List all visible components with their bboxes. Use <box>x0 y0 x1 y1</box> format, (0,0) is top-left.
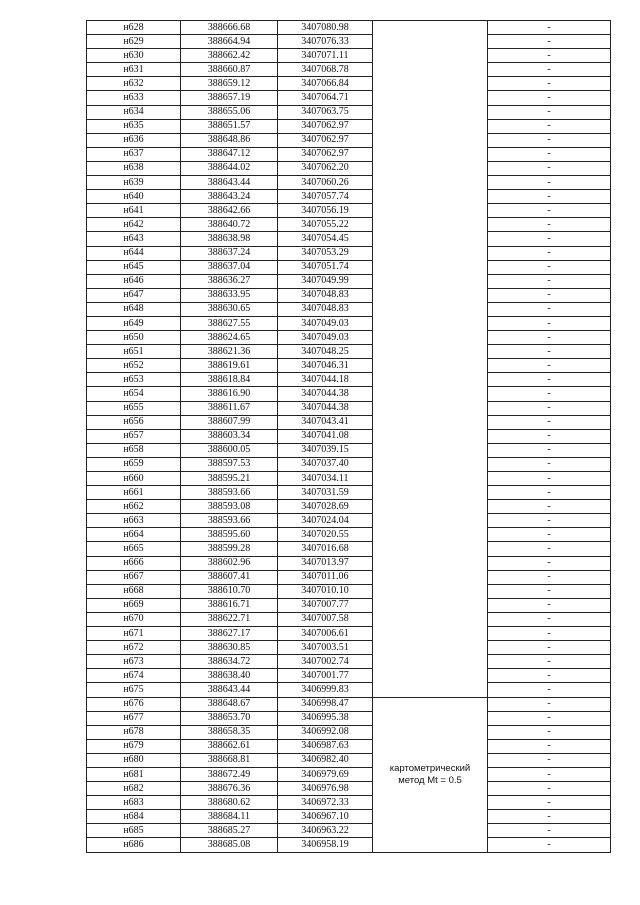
description-cell: - <box>488 584 611 598</box>
y-coordinate-cell: 3406967.10 <box>278 810 373 824</box>
x-coordinate-cell: 388653.70 <box>181 711 278 725</box>
table-row <box>87 77 611 91</box>
y-coordinate-cell: 3407049.03 <box>278 316 373 330</box>
x-coordinate-cell: 388595.21 <box>181 472 278 486</box>
y-coordinate-cell: 3407049.03 <box>278 331 373 345</box>
point-id-cell: н656 <box>87 415 181 429</box>
description-cell: - <box>488 443 611 457</box>
x-coordinate-cell: 388616.90 <box>181 387 278 401</box>
point-id-cell: н674 <box>87 669 181 683</box>
point-id-cell: н637 <box>87 147 181 161</box>
x-coordinate-cell: 388643.24 <box>181 190 278 204</box>
description-cell: - <box>488 302 611 316</box>
x-coordinate-cell: 388666.68 <box>181 21 278 35</box>
x-coordinate-cell: 388627.55 <box>181 316 278 330</box>
x-coordinate-cell: 388624.65 <box>181 331 278 345</box>
point-id-cell: н658 <box>87 443 181 457</box>
point-id-cell: н641 <box>87 204 181 218</box>
description-cell: - <box>488 21 611 35</box>
x-coordinate-cell: 388593.08 <box>181 500 278 514</box>
point-id-cell: н670 <box>87 612 181 626</box>
point-id-cell: н645 <box>87 260 181 274</box>
description-cell: - <box>488 77 611 91</box>
point-id-cell: н680 <box>87 753 181 767</box>
x-coordinate-cell: 388637.04 <box>181 260 278 274</box>
x-coordinate-cell: 388660.87 <box>181 63 278 77</box>
table-row <box>87 415 611 429</box>
point-id-cell: н634 <box>87 105 181 119</box>
x-coordinate-cell: 388672.49 <box>181 767 278 781</box>
description-cell: - <box>488 176 611 190</box>
description-cell: - <box>488 401 611 415</box>
description-cell: - <box>488 683 611 697</box>
x-coordinate-cell: 388685.08 <box>181 838 278 852</box>
point-id-cell: н654 <box>87 387 181 401</box>
x-coordinate-cell: 388643.44 <box>181 683 278 697</box>
table-row <box>87 401 611 415</box>
y-coordinate-cell: 3407048.83 <box>278 288 373 302</box>
x-coordinate-cell: 388644.02 <box>181 161 278 175</box>
y-coordinate-cell: 3407057.74 <box>278 190 373 204</box>
table-row <box>87 429 611 443</box>
x-coordinate-cell: 388680.62 <box>181 796 278 810</box>
table-row <box>87 767 611 781</box>
y-coordinate-cell: 3407041.08 <box>278 429 373 443</box>
point-id-cell: н652 <box>87 359 181 373</box>
y-coordinate-cell: 3407011.06 <box>278 570 373 584</box>
description-cell: - <box>488 190 611 204</box>
table-row <box>87 359 611 373</box>
description-cell: - <box>488 570 611 584</box>
x-coordinate-cell: 388657.19 <box>181 91 278 105</box>
x-coordinate-cell: 388642.66 <box>181 204 278 218</box>
description-cell: - <box>488 627 611 641</box>
x-coordinate-cell: 388602.96 <box>181 556 278 570</box>
description-cell: - <box>488 105 611 119</box>
x-coordinate-cell: 388619.61 <box>181 359 278 373</box>
point-id-cell: н678 <box>87 725 181 739</box>
table-row <box>87 147 611 161</box>
x-coordinate-cell: 388630.65 <box>181 302 278 316</box>
description-cell: - <box>488 204 611 218</box>
x-coordinate-cell: 388640.72 <box>181 218 278 232</box>
description-cell: - <box>488 161 611 175</box>
x-coordinate-cell: 388607.99 <box>181 415 278 429</box>
y-coordinate-cell: 3407055.22 <box>278 218 373 232</box>
table-row <box>87 133 611 147</box>
point-id-cell: н685 <box>87 824 181 838</box>
y-coordinate-cell: 3407071.11 <box>278 49 373 63</box>
table-row <box>87 683 611 697</box>
x-coordinate-cell: 388610.70 <box>181 584 278 598</box>
table-row <box>87 316 611 330</box>
y-coordinate-cell: 3407044.38 <box>278 387 373 401</box>
description-cell: - <box>488 810 611 824</box>
y-coordinate-cell: 3407049.99 <box>278 274 373 288</box>
y-coordinate-cell: 3407048.25 <box>278 345 373 359</box>
point-id-cell: н673 <box>87 655 181 669</box>
description-cell: - <box>488 331 611 345</box>
point-id-cell: н663 <box>87 514 181 528</box>
description-cell: - <box>488 796 611 810</box>
x-coordinate-cell: 388597.53 <box>181 457 278 471</box>
x-coordinate-cell: 388685.27 <box>181 824 278 838</box>
table-row <box>87 739 611 753</box>
description-cell: - <box>488 373 611 387</box>
table-row <box>87 161 611 175</box>
x-coordinate-cell: 388607.41 <box>181 570 278 584</box>
point-id-cell: н666 <box>87 556 181 570</box>
description-cell: - <box>488 218 611 232</box>
point-id-cell: н677 <box>87 711 181 725</box>
table-row <box>87 570 611 584</box>
x-coordinate-cell: 388633.95 <box>181 288 278 302</box>
description-cell: - <box>488 288 611 302</box>
y-coordinate-cell: 3407013.97 <box>278 556 373 570</box>
point-id-cell: н651 <box>87 345 181 359</box>
table-row <box>87 373 611 387</box>
description-cell: - <box>488 739 611 753</box>
table-row <box>87 472 611 486</box>
table-row <box>87 274 611 288</box>
table-row <box>87 711 611 725</box>
table-row <box>87 218 611 232</box>
point-id-cell: н686 <box>87 838 181 852</box>
x-coordinate-cell: 388611.67 <box>181 401 278 415</box>
table-row <box>87 288 611 302</box>
table-row <box>87 725 611 739</box>
point-id-cell: н676 <box>87 697 181 711</box>
y-coordinate-cell: 3406958.19 <box>278 838 373 852</box>
y-coordinate-cell: 3407043.41 <box>278 415 373 429</box>
description-cell: - <box>488 556 611 570</box>
point-id-cell: н632 <box>87 77 181 91</box>
point-id-cell: н668 <box>87 584 181 598</box>
y-coordinate-cell: 3407062.97 <box>278 119 373 133</box>
y-coordinate-cell: 3407048.83 <box>278 302 373 316</box>
description-cell: - <box>488 725 611 739</box>
point-id-cell: н671 <box>87 627 181 641</box>
description-cell: - <box>488 91 611 105</box>
point-id-cell: н647 <box>87 288 181 302</box>
x-coordinate-cell: 388662.61 <box>181 739 278 753</box>
description-cell: - <box>488 133 611 147</box>
description-cell: - <box>488 697 611 711</box>
description-cell: - <box>488 838 611 852</box>
description-cell: - <box>488 514 611 528</box>
y-coordinate-cell: 3407003.51 <box>278 641 373 655</box>
point-id-cell: н635 <box>87 119 181 133</box>
description-cell: - <box>488 246 611 260</box>
point-id-cell: н664 <box>87 528 181 542</box>
y-coordinate-cell: 3407002.74 <box>278 655 373 669</box>
point-id-cell: н631 <box>87 63 181 77</box>
table-row <box>87 753 611 767</box>
table-row <box>87 556 611 570</box>
y-coordinate-cell: 3407044.18 <box>278 373 373 387</box>
table-row <box>87 796 611 810</box>
description-cell: - <box>488 35 611 49</box>
point-id-cell: н683 <box>87 796 181 810</box>
table-row <box>87 612 611 626</box>
point-id-cell: н653 <box>87 373 181 387</box>
point-id-cell: н642 <box>87 218 181 232</box>
y-coordinate-cell: 3407054.45 <box>278 232 373 246</box>
table-row <box>87 443 611 457</box>
y-coordinate-cell: 3406979.69 <box>278 767 373 781</box>
description-cell: - <box>488 63 611 77</box>
table-row <box>87 457 611 471</box>
description-cell: - <box>488 232 611 246</box>
y-coordinate-cell: 3406999.83 <box>278 683 373 697</box>
y-coordinate-cell: 3407020.55 <box>278 528 373 542</box>
table-row <box>87 105 611 119</box>
point-id-cell: н681 <box>87 767 181 781</box>
description-cell: - <box>488 49 611 63</box>
point-id-cell: н665 <box>87 542 181 556</box>
y-coordinate-cell: 3407056.19 <box>278 204 373 218</box>
table-row <box>87 669 611 683</box>
table-row <box>87 246 611 260</box>
point-id-cell: н655 <box>87 401 181 415</box>
table-row <box>87 49 611 63</box>
description-cell: - <box>488 824 611 838</box>
x-coordinate-cell: 388593.66 <box>181 486 278 500</box>
description-cell: - <box>488 782 611 796</box>
y-coordinate-cell: 3407001.77 <box>278 669 373 683</box>
method-cell <box>373 21 488 698</box>
table-row <box>87 119 611 133</box>
description-cell: - <box>488 472 611 486</box>
x-coordinate-cell: 388603.34 <box>181 429 278 443</box>
point-id-cell: н667 <box>87 570 181 584</box>
table-row <box>87 302 611 316</box>
point-id-cell: н643 <box>87 232 181 246</box>
description-cell: - <box>488 387 611 401</box>
x-coordinate-cell: 388622.71 <box>181 612 278 626</box>
y-coordinate-cell: 3407037.40 <box>278 457 373 471</box>
description-cell: - <box>488 641 611 655</box>
x-coordinate-cell: 388593.66 <box>181 514 278 528</box>
x-coordinate-cell: 388684.11 <box>181 810 278 824</box>
y-coordinate-cell: 3406963.22 <box>278 824 373 838</box>
point-id-cell: н659 <box>87 457 181 471</box>
table-row <box>87 824 611 838</box>
x-coordinate-cell: 388616.71 <box>181 598 278 612</box>
y-coordinate-cell: 3407062.20 <box>278 161 373 175</box>
point-id-cell: н649 <box>87 316 181 330</box>
table-row <box>87 697 611 711</box>
table-row <box>87 260 611 274</box>
point-id-cell: н630 <box>87 49 181 63</box>
description-cell: - <box>488 767 611 781</box>
description-cell: - <box>488 528 611 542</box>
y-coordinate-cell: 3407068.78 <box>278 63 373 77</box>
description-cell: - <box>488 486 611 500</box>
description-cell: - <box>488 429 611 443</box>
point-id-cell: н638 <box>87 161 181 175</box>
point-id-cell: н662 <box>87 500 181 514</box>
y-coordinate-cell: 3407031.59 <box>278 486 373 500</box>
y-coordinate-cell: 3407062.97 <box>278 147 373 161</box>
y-coordinate-cell: 3407080.98 <box>278 21 373 35</box>
table-row <box>87 838 611 852</box>
description-cell: - <box>488 316 611 330</box>
y-coordinate-cell: 3407060.26 <box>278 176 373 190</box>
point-id-cell: н679 <box>87 739 181 753</box>
y-coordinate-cell: 3407016.68 <box>278 542 373 556</box>
coordinates-table-body <box>87 21 611 853</box>
description-cell: - <box>488 542 611 556</box>
x-coordinate-cell: 388636.27 <box>181 274 278 288</box>
point-id-cell: н657 <box>87 429 181 443</box>
table-row <box>87 655 611 669</box>
description-cell: - <box>488 598 611 612</box>
x-coordinate-cell: 388595.60 <box>181 528 278 542</box>
description-cell: - <box>488 612 611 626</box>
y-coordinate-cell: 3407053.29 <box>278 246 373 260</box>
table-row <box>87 331 611 345</box>
table-row <box>87 232 611 246</box>
description-cell: - <box>488 415 611 429</box>
point-id-cell: н639 <box>87 176 181 190</box>
description-cell: - <box>488 119 611 133</box>
point-id-cell: н661 <box>87 486 181 500</box>
x-coordinate-cell: 388676.36 <box>181 782 278 796</box>
y-coordinate-cell: 3406987.63 <box>278 739 373 753</box>
table-row <box>87 782 611 796</box>
table-row <box>87 190 611 204</box>
point-id-cell: н648 <box>87 302 181 316</box>
y-coordinate-cell: 3406998.47 <box>278 697 373 711</box>
description-cell: - <box>488 147 611 161</box>
table-row <box>87 500 611 514</box>
table-row <box>87 176 611 190</box>
description-cell: - <box>488 260 611 274</box>
y-coordinate-cell: 3407024.04 <box>278 514 373 528</box>
x-coordinate-cell: 388648.67 <box>181 697 278 711</box>
table-row <box>87 345 611 359</box>
y-coordinate-cell: 3406972.33 <box>278 796 373 810</box>
description-cell: - <box>488 274 611 288</box>
point-id-cell: н636 <box>87 133 181 147</box>
table-row <box>87 21 611 35</box>
table-row <box>87 542 611 556</box>
x-coordinate-cell: 388655.06 <box>181 105 278 119</box>
table-row <box>87 387 611 401</box>
y-coordinate-cell: 3406992.08 <box>278 725 373 739</box>
table-row <box>87 91 611 105</box>
description-cell: - <box>488 753 611 767</box>
x-coordinate-cell: 388618.84 <box>181 373 278 387</box>
point-id-cell: н628 <box>87 21 181 35</box>
x-coordinate-cell: 388664.94 <box>181 35 278 49</box>
y-coordinate-cell: 3407051.74 <box>278 260 373 274</box>
x-coordinate-cell: 388651.57 <box>181 119 278 133</box>
point-id-cell: н684 <box>87 810 181 824</box>
y-coordinate-cell: 3407063.75 <box>278 105 373 119</box>
x-coordinate-cell: 388599.28 <box>181 542 278 556</box>
table-row <box>87 528 611 542</box>
x-coordinate-cell: 388643.44 <box>181 176 278 190</box>
point-id-cell: н675 <box>87 683 181 697</box>
coordinates-table <box>86 20 611 853</box>
y-coordinate-cell: 3407007.58 <box>278 612 373 626</box>
x-coordinate-cell: 388659.12 <box>181 77 278 91</box>
table-row <box>87 63 611 77</box>
table-row <box>87 584 611 598</box>
y-coordinate-cell: 3406995.38 <box>278 711 373 725</box>
point-id-cell: н660 <box>87 472 181 486</box>
point-id-cell: н682 <box>87 782 181 796</box>
y-coordinate-cell: 3407064.71 <box>278 91 373 105</box>
table-row <box>87 35 611 49</box>
point-id-cell: н640 <box>87 190 181 204</box>
x-coordinate-cell: 388638.98 <box>181 232 278 246</box>
x-coordinate-cell: 388638.40 <box>181 669 278 683</box>
x-coordinate-cell: 388627.17 <box>181 627 278 641</box>
point-id-cell: н646 <box>87 274 181 288</box>
y-coordinate-cell: 3407046.31 <box>278 359 373 373</box>
x-coordinate-cell: 388647.12 <box>181 147 278 161</box>
description-cell: - <box>488 669 611 683</box>
y-coordinate-cell: 3407062.97 <box>278 133 373 147</box>
x-coordinate-cell: 388648.86 <box>181 133 278 147</box>
table-row <box>87 514 611 528</box>
y-coordinate-cell: 3407066.84 <box>278 77 373 91</box>
description-cell: - <box>488 359 611 373</box>
table-row <box>87 486 611 500</box>
y-coordinate-cell: 3407044.38 <box>278 401 373 415</box>
point-id-cell: н633 <box>87 91 181 105</box>
x-coordinate-cell: 388630.85 <box>181 641 278 655</box>
y-coordinate-cell: 3406982.40 <box>278 753 373 767</box>
x-coordinate-cell: 388621.36 <box>181 345 278 359</box>
y-coordinate-cell: 3407034.11 <box>278 472 373 486</box>
point-id-cell: н644 <box>87 246 181 260</box>
x-coordinate-cell: 388658.35 <box>181 725 278 739</box>
x-coordinate-cell: 388662.42 <box>181 49 278 63</box>
description-cell: - <box>488 345 611 359</box>
description-cell: - <box>488 711 611 725</box>
description-cell: - <box>488 655 611 669</box>
y-coordinate-cell: 3407007.77 <box>278 598 373 612</box>
point-id-cell: н650 <box>87 331 181 345</box>
point-id-cell: н669 <box>87 598 181 612</box>
description-cell: - <box>488 500 611 514</box>
x-coordinate-cell: 388637.24 <box>181 246 278 260</box>
y-coordinate-cell: 3406976.98 <box>278 782 373 796</box>
table-row <box>87 641 611 655</box>
y-coordinate-cell: 3407076.33 <box>278 35 373 49</box>
y-coordinate-cell: 3407028.69 <box>278 500 373 514</box>
point-id-cell: н672 <box>87 641 181 655</box>
method-cell: картометрический метод Mt = 0.5 <box>373 697 488 852</box>
table-row <box>87 204 611 218</box>
y-coordinate-cell: 3407039.15 <box>278 443 373 457</box>
description-cell: - <box>488 457 611 471</box>
table-row <box>87 598 611 612</box>
point-id-cell: н629 <box>87 35 181 49</box>
x-coordinate-cell: 388600.05 <box>181 443 278 457</box>
y-coordinate-cell: 3407006.61 <box>278 627 373 641</box>
x-coordinate-cell: 388668.81 <box>181 753 278 767</box>
table-row <box>87 627 611 641</box>
table-row <box>87 810 611 824</box>
y-coordinate-cell: 3407010.10 <box>278 584 373 598</box>
x-coordinate-cell: 388634.72 <box>181 655 278 669</box>
